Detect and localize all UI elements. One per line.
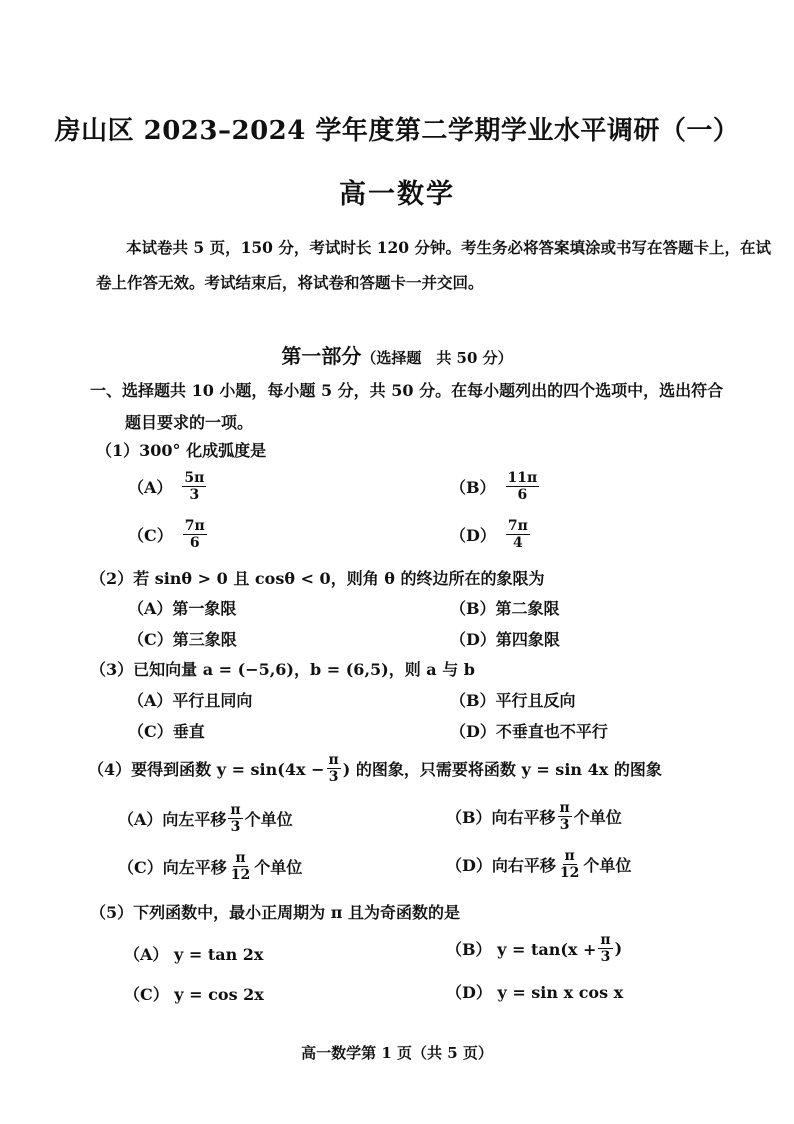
option-label: （A）	[128, 478, 173, 497]
fraction-denominator: 4	[513, 535, 523, 551]
option-text: （C）向左平移	[118, 858, 227, 877]
fraction	[182, 470, 206, 503]
fraction-numerator: 7π	[184, 518, 205, 534]
fraction	[506, 470, 540, 503]
fraction-numerator: 7π	[507, 518, 528, 534]
fraction-numerator: π	[600, 932, 611, 948]
option-label: （D）	[450, 526, 496, 545]
option-text: （B）向右平移	[446, 808, 556, 827]
fraction-numerator: π	[559, 800, 570, 816]
option-suffix: 个单位	[254, 858, 303, 877]
fraction	[506, 518, 530, 551]
fraction-denominator: 3	[230, 819, 241, 835]
fraction-denominator: 6	[189, 535, 200, 551]
section-instructions	[90, 375, 770, 439]
question-5-option-a: （A） y = tan 2x	[124, 945, 264, 964]
option-suffix: )	[614, 939, 623, 958]
question-5-stem: （5）下列函数中，最小正周期为 π 且为奇函数的是	[90, 903, 460, 922]
fraction	[327, 752, 341, 785]
question-2-stem: （2）若 sinθ > 0 且 cosθ < 0，则角 θ 的终边所在的象限为	[90, 569, 545, 588]
option-text: （B） y = tan(x +	[446, 940, 597, 959]
fraction-numerator: π	[564, 848, 575, 864]
option-suffix: 个单位	[244, 810, 293, 829]
question-1-stem: （1）300° 化成弧度是	[96, 441, 267, 460]
option-suffix: 个单位	[573, 808, 622, 827]
question-5-option-c: （C） y = cos 2x	[124, 985, 264, 1004]
fraction	[183, 518, 207, 551]
question-3-option-d: （D）不垂直也不平行	[450, 722, 608, 741]
fraction-numerator: π	[328, 752, 339, 768]
fraction-denominator: 3	[559, 817, 570, 833]
question-4-stem-pre: （4）要得到函数 y = sin(4x −	[88, 760, 325, 779]
question-2-option-c: （C）第三象限	[128, 630, 237, 649]
fraction	[598, 932, 612, 965]
question-1-option-d	[450, 518, 532, 551]
question-4-stem-post: ) 的图象，只需要将函数 y = sin 4x 的图象	[342, 760, 662, 779]
question-4-option-a	[118, 802, 293, 835]
fraction	[558, 800, 572, 833]
option-label: （B）	[450, 478, 496, 497]
question-2-option-d: （D）第四象限	[450, 630, 560, 649]
fraction-denominator: 6	[517, 487, 528, 503]
question-4-option-b	[446, 800, 622, 833]
question-1-option-b	[450, 470, 541, 503]
question-1-option-a	[128, 470, 208, 503]
option-label: （C）	[128, 526, 173, 545]
exam-subject: 高一数学	[339, 179, 455, 210]
fraction-numerator: π	[230, 802, 241, 818]
fraction	[229, 850, 252, 883]
question-1-option-c	[128, 518, 209, 551]
fraction-denominator: 3	[600, 949, 611, 965]
option-suffix: 个单位	[583, 856, 632, 875]
question-3-stem: （3）已知向量 a = (−5,6)，b = (6,5)，则 a 与 b	[90, 660, 475, 679]
question-5-option-d: （D） y = sin x cos x	[446, 983, 624, 1002]
question-2-option-b: （B）第二象限	[450, 599, 560, 618]
question-5-option-b	[446, 932, 622, 965]
fraction	[558, 848, 581, 881]
question-3-option-c: （C）垂直	[128, 722, 205, 741]
option-text: （A）向左平移	[118, 810, 227, 829]
question-4-option-d	[446, 848, 631, 881]
question-2-option-a: （A）第一象限	[128, 599, 237, 618]
exam-title: 房山区 2023–2024 学年度第二学期学业水平调研（一）	[54, 116, 740, 146]
page-footer: 高一数学第 1 页（共 5 页）	[301, 1044, 493, 1062]
part-heading	[0, 340, 794, 369]
question-4-option-c	[118, 850, 302, 883]
fraction-numerator: 5π	[184, 470, 205, 486]
exam-instructions: 本试卷共 5 页，150 分，考试时长 120 分钟。考生务必将答案填涂或书写在答题卡上，在试卷上作答无效。考试结束后，将试卷和答题卡一并交回。	[96, 238, 771, 292]
fraction	[228, 802, 242, 835]
fraction-denominator: 12	[230, 867, 251, 883]
fraction-numerator: π	[235, 850, 246, 866]
fraction-denominator: 3	[189, 487, 200, 503]
section-line-1: 一、选择题共 10 小题，每小题 5 分，共 50 分。在每小题列出的四个选项中，选出符合	[90, 381, 724, 400]
fraction-denominator: 12	[559, 865, 580, 881]
option-text: （D）向右平移	[446, 856, 556, 875]
fraction-denominator: 3	[328, 769, 339, 785]
section-line-2: 题目要求的一项。	[125, 413, 254, 432]
fraction-numerator: 11π	[507, 470, 538, 486]
question-3-option-a: （A）平行且同向	[128, 691, 253, 710]
question-3-option-b: （B）平行且反向	[450, 691, 576, 710]
part-title: 第一部分	[281, 344, 362, 368]
part-note: （选择题 共 50 分）	[361, 349, 513, 367]
question-4-stem	[88, 752, 662, 785]
